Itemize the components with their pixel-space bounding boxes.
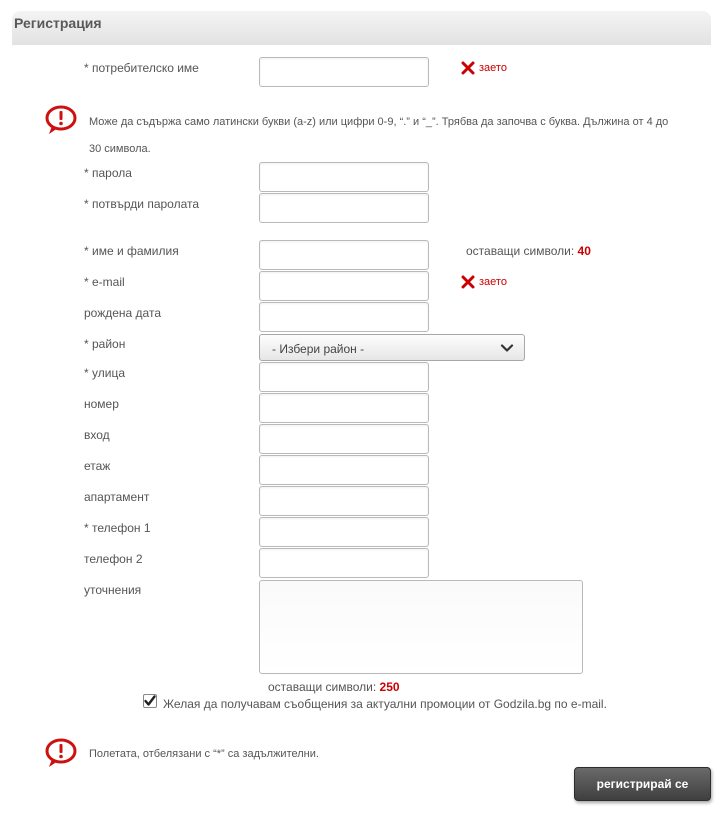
notes-label: уточнения [84, 583, 142, 597]
birthdate-input[interactable] [259, 302, 429, 332]
notes-textarea[interactable] [259, 580, 583, 674]
number-input[interactable] [259, 393, 429, 423]
entrance-label: вход [84, 428, 110, 442]
email-label: * e-mail [84, 275, 125, 289]
fullname-input[interactable] [259, 240, 429, 270]
apartment-label: апартамент [84, 490, 150, 504]
phone1-label: * телефон 1 [84, 521, 151, 535]
fullname-remaining-count: 40 [577, 244, 591, 258]
floor-input[interactable] [259, 455, 429, 485]
alert-bubble-icon [45, 105, 77, 135]
newsletter-label: Желая да получавам съобщения за актуални промоции от Godzila.bg по e-mail. [163, 697, 607, 711]
fullname-remaining [466, 244, 591, 258]
entrance-input[interactable] [259, 424, 429, 454]
username-input[interactable] [259, 57, 429, 87]
floor-label: етаж [84, 459, 111, 473]
username-hint-line2: 30 символа. [89, 143, 151, 155]
fullname-label: * име и фамилия [84, 244, 179, 258]
fullname-remaining-label: оставащи символи: [466, 244, 575, 258]
street-input[interactable] [259, 362, 429, 392]
number-label: номер [84, 397, 119, 411]
password-confirm-label: * потвърди паролата [84, 197, 200, 211]
password-label: * парола [84, 166, 132, 180]
email-error-text: заето [479, 276, 507, 288]
district-selected-value: - Избери район - [272, 342, 365, 356]
notes-remaining-count: 250 [379, 680, 400, 694]
apartment-input[interactable] [259, 486, 429, 516]
username-label: * потребителско име [84, 61, 199, 75]
page-title: Регистрация [14, 15, 102, 31]
username-error-text: заето [479, 62, 507, 74]
password-confirm-input[interactable] [259, 193, 429, 223]
password-input[interactable] [259, 162, 429, 192]
phone2-label: телефон 2 [84, 552, 143, 566]
register-button[interactable]: регистрирай се [574, 767, 711, 801]
notes-remaining-label: оставащи символи: [268, 680, 377, 694]
street-label: * улица [84, 366, 125, 380]
birthdate-label: рождена дата [84, 306, 161, 320]
chevron-down-icon [500, 341, 514, 355]
cross-icon [461, 275, 475, 289]
phone1-input[interactable] [259, 517, 429, 547]
checkmark-icon [143, 694, 157, 708]
form-header [12, 11, 711, 45]
alert-bubble-icon [45, 738, 77, 768]
cross-icon [461, 61, 475, 75]
username-hint-line1: Може да съдържа само латински букви (a-z) или цифри 0-9, “.” и “_”. Трябва да започва с буква. Дължина от 4 до [89, 116, 669, 128]
required-note: Полетата, отбелязани с “*” са задължителни. [89, 748, 319, 760]
district-select[interactable] [259, 334, 525, 361]
notes-remaining [268, 680, 400, 694]
district-label: * район [84, 337, 126, 351]
email-input[interactable] [259, 271, 429, 301]
newsletter-checkbox[interactable] [143, 694, 157, 708]
phone2-input[interactable] [259, 548, 429, 578]
